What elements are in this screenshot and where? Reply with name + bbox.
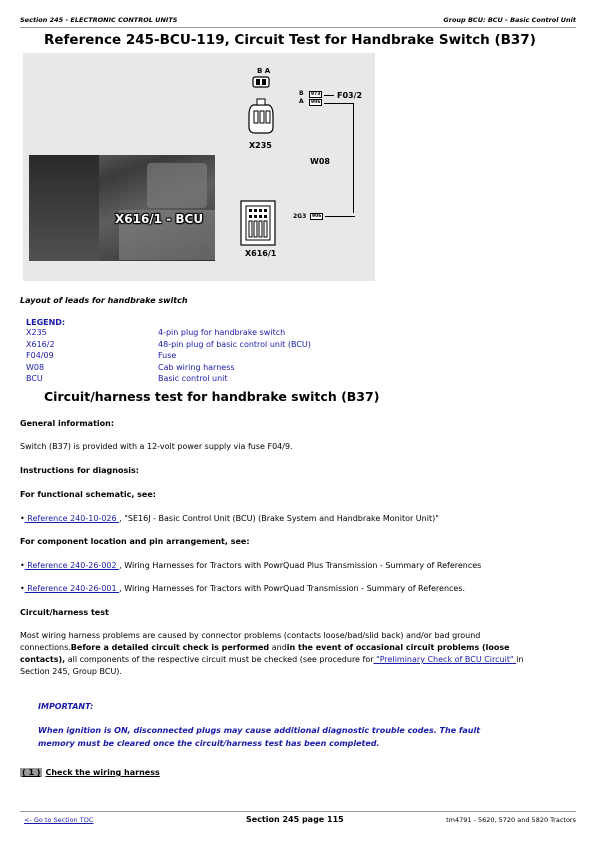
reference-text: , "SE16J - Basic Control Unit (BCU) (Brake System and Handbrake Monitor Unit)": [119, 514, 439, 523]
instructions-heading: Instructions for diagnosis:: [20, 466, 139, 475]
fuse-label: F03/2: [337, 91, 363, 100]
general-info-text: Switch (B37) is provided with a 12-volt power supply via fuse F04/9.: [20, 442, 293, 451]
x616-label: X616/1: [245, 249, 277, 258]
paragraph-line: connections.Before a detailed circuit check is performed andin the event of occasional circuit problems (loose: [20, 643, 510, 652]
footer-divider: [20, 811, 576, 812]
x616-connector-icon: [237, 199, 277, 247]
legend-key: X616/2: [26, 339, 55, 349]
legend-value: 4-pin plug for handbrake switch: [158, 328, 286, 337]
wire-906-top-box: 906: [311, 100, 321, 105]
wire-973-box: 973: [311, 92, 321, 97]
document-id: tm4791 - 5620, 5720 and 5820 Tractors: [446, 816, 576, 824]
legend-value: Cab wiring harness: [158, 362, 235, 372]
reference-link[interactable]: Reference 240-10-026: [24, 514, 120, 523]
x235-pin-letters: B A: [257, 67, 271, 75]
header-divider: [20, 27, 576, 28]
header-group: Group BCU: BCU - Basic Control Unit: [443, 16, 576, 24]
functional-schematic-heading: For functional schematic, see:: [20, 490, 156, 499]
preliminary-check-link[interactable]: "Preliminary Check of BCU Circuit": [373, 655, 517, 664]
bullet: •: [20, 584, 25, 593]
wire-906-bottom-box: 906: [312, 214, 322, 219]
section-title: Circuit/harness test for handbrake switch (B37): [44, 389, 380, 404]
legend-key: X235: [26, 328, 47, 337]
circuit-test-heading: Circuit/harness test: [20, 608, 109, 617]
legend-value: Fuse: [158, 351, 177, 360]
legend-key: F04/09: [26, 351, 54, 360]
functional-schematic-item: [20, 514, 439, 523]
component-location-item: [20, 584, 465, 593]
page-footer: [20, 815, 576, 827]
general-info-heading: General information:: [20, 419, 115, 428]
bcu-photo: [29, 155, 215, 261]
bullet: •: [20, 514, 25, 523]
harness-label: W08: [310, 157, 330, 166]
step-1: [20, 768, 160, 777]
pin-b-label: B: [299, 90, 304, 97]
legend-heading: LEGEND:: [26, 318, 66, 327]
legend-item: [26, 328, 286, 340]
legend-value: Basic control unit: [158, 374, 228, 383]
circuit-test-paragraph: [20, 630, 576, 678]
legend-item: [26, 374, 228, 386]
paragraph-line: Most wiring harness problems are caused by connector problems (contacts loose/bad/slid back) and/or bad ground: [20, 631, 481, 640]
page-title: Reference 245-BCU-119, Circuit Test for Handbrake Switch (B37): [44, 32, 536, 48]
x235-connector-icon: [241, 75, 281, 135]
reference-link[interactable]: Reference 240-26-001: [24, 584, 120, 593]
reference-text: , Wiring Harnesses for Tractors with PowrQuad Plus Transmission - Summary of References: [119, 561, 482, 570]
paragraph-line: contacts), all components of the respective circuit must be checked (see procedure for "Preliminary Check of BCU Circuit" in: [20, 655, 524, 664]
toc-link[interactable]: <- Go to Section TOC: [24, 816, 94, 824]
legend-item: [26, 362, 235, 375]
legend: [26, 318, 311, 386]
pin-a-label: A: [299, 98, 304, 105]
photo-label: X616/1 - BCU: [115, 212, 204, 226]
legend-key: BCU: [26, 374, 43, 383]
page-header: [20, 14, 576, 28]
legend-item: [26, 351, 177, 363]
paragraph-line: Section 245, Group BCU).: [20, 667, 122, 676]
page-number: Section 245 page 115: [246, 815, 344, 824]
legend-item: [26, 339, 311, 352]
reference-link[interactable]: Reference 240-26-002: [24, 561, 120, 570]
component-location-item: [20, 561, 481, 570]
important-heading: IMPORTANT:: [38, 702, 94, 711]
reference-text: , Wiring Harnesses for Tractors with PowrQuad Transmission - Summary of References.: [119, 584, 466, 593]
component-location-heading: For component location and pin arrangement, see:: [20, 537, 250, 546]
legend-key: W08: [26, 362, 45, 372]
header-section: Section 245 - ELECTRONIC CONTROL UNITS: [20, 16, 178, 24]
wiring-figure: [23, 53, 375, 281]
figure-caption: Layout of leads for handbrake switch: [20, 296, 188, 305]
pin-2g3-label: 2G3: [293, 213, 307, 220]
bullet: •: [20, 561, 25, 570]
step-number: ( 1 ): [22, 768, 41, 777]
legend-value: 48-pin plug of basic control unit (BCU): [158, 339, 311, 349]
important-line: memory must be cleared once the circuit/harness test has been completed.: [38, 739, 380, 748]
step-label[interactable]: Check the wiring harness: [45, 768, 160, 777]
important-line: When ignition is ON, disconnected plugs may cause additional diagnostic trouble codes. The fault: [38, 726, 481, 735]
x235-label: X235: [249, 141, 272, 150]
